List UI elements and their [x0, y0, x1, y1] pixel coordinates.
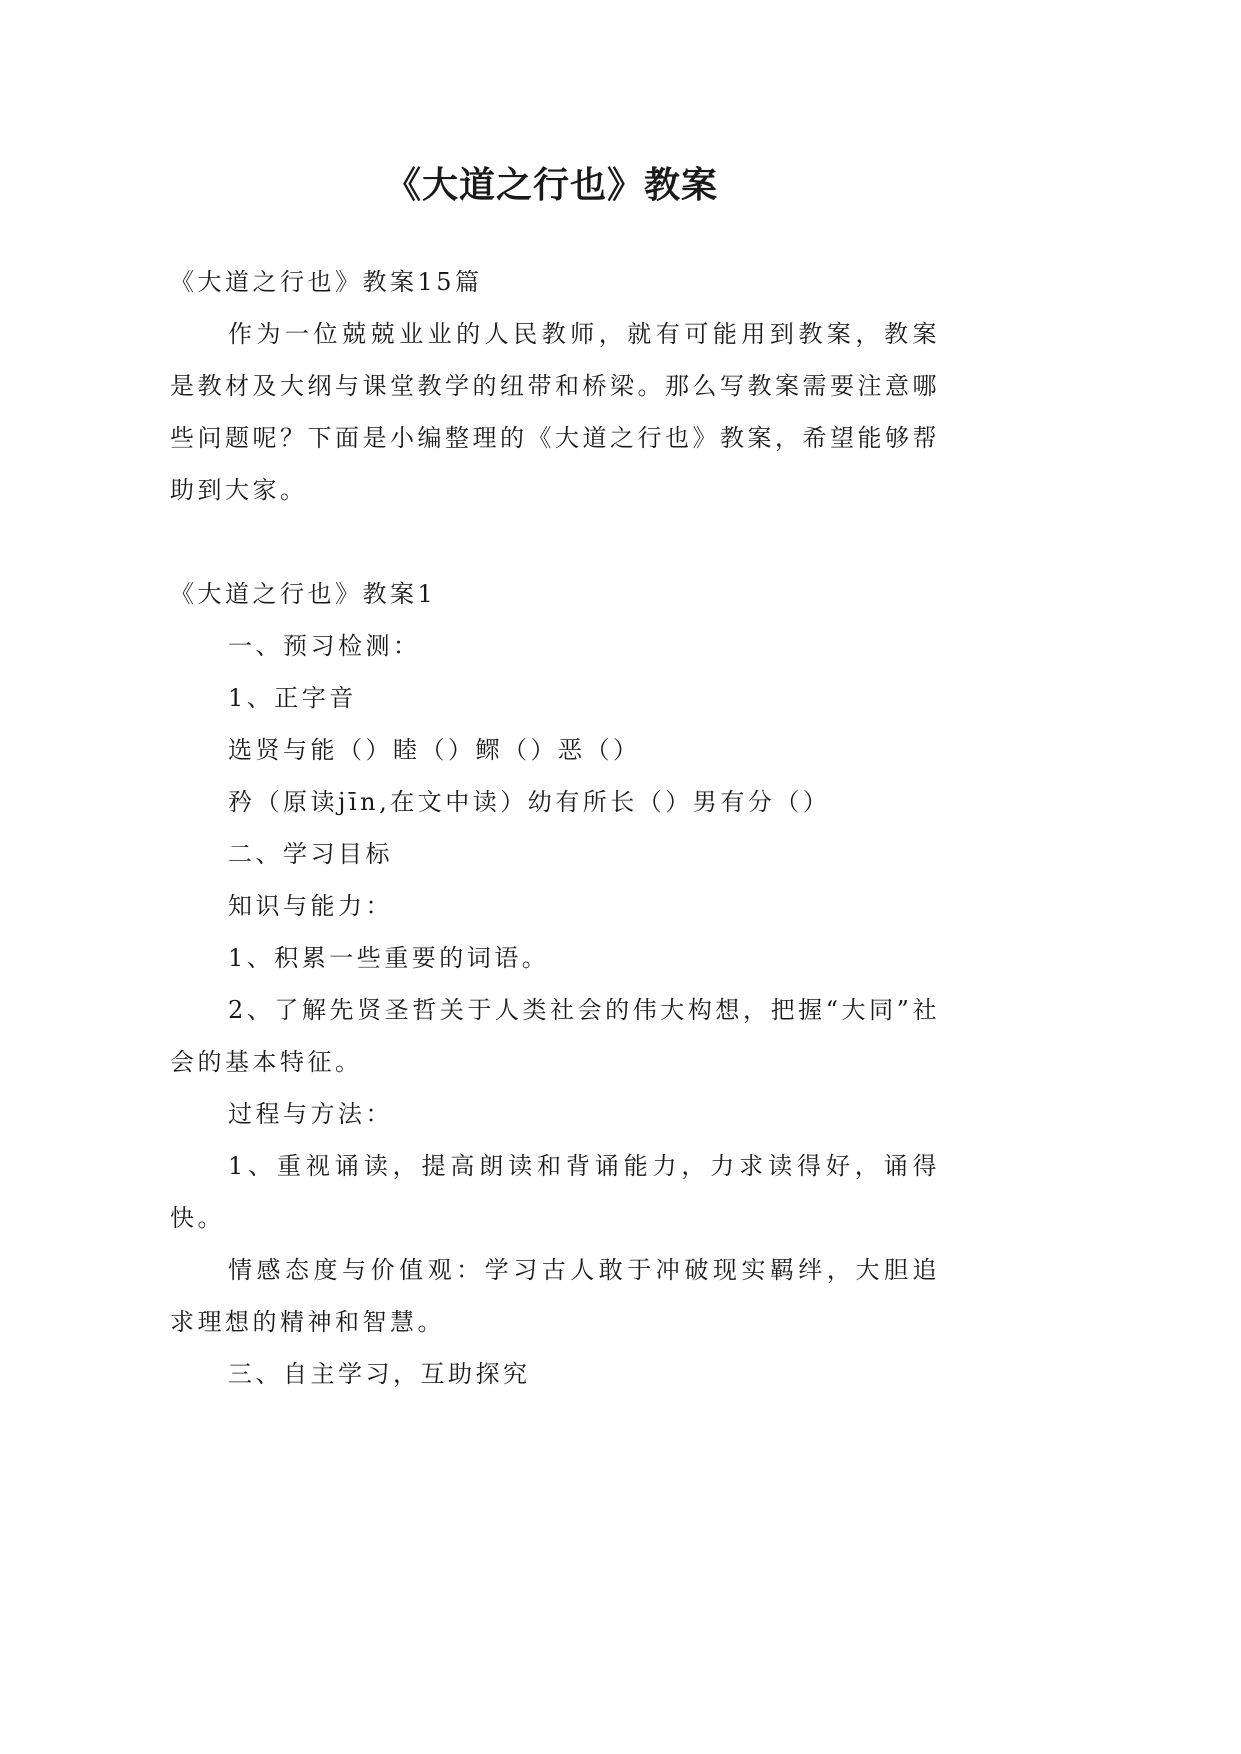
outline-heading: 三、自主学习，互助探究 [228, 1360, 531, 1388]
pronunciation-line: 选贤与能（）睦（）鳏（）恶（） [228, 736, 641, 764]
document-title: 《大道之行也》教案 [384, 165, 718, 207]
subheading: 过程与方法： [228, 1100, 393, 1128]
list-item: 1、积累一些重要的词语。 [228, 944, 550, 972]
objective-paragraph: 情感态度与价值观：学习古人敢于冲破现实羁绊，大胆追求理想的精神和智慧。 [170, 1256, 940, 1336]
list-item: 1、正字音 [228, 684, 357, 712]
pronunciation-line: 矜（原读jīn,在文中读）幼有所长（）男有分（） [228, 788, 831, 816]
series-heading: 《大道之行也》教案15篇 [170, 268, 483, 296]
subheading: 知识与能力： [228, 892, 393, 920]
intro-paragraph: 作为一位兢兢业业的人民教师，就有可能用到教案，教案是教材及大纲与课堂教学的纽带和桥梁。那么写教案需要注意哪些问题呢？下面是小编整理的《大道之行也》教案，希望能够帮助到大家。 [170, 320, 940, 504]
outline-heading: 一、预习检测： [228, 632, 421, 660]
document-body [170, 256, 940, 1400]
outline-heading: 二、学习目标 [228, 840, 393, 868]
list-item: 2、了解先贤圣哲关于人类社会的伟大构想，把握“大同”社会的基本特征。 [170, 996, 940, 1076]
list-item: 1、重视诵读，提高朗读和背诵能力，力求读得好，诵得快。 [170, 1152, 940, 1232]
section-heading: 《大道之行也》教案1 [170, 580, 437, 608]
